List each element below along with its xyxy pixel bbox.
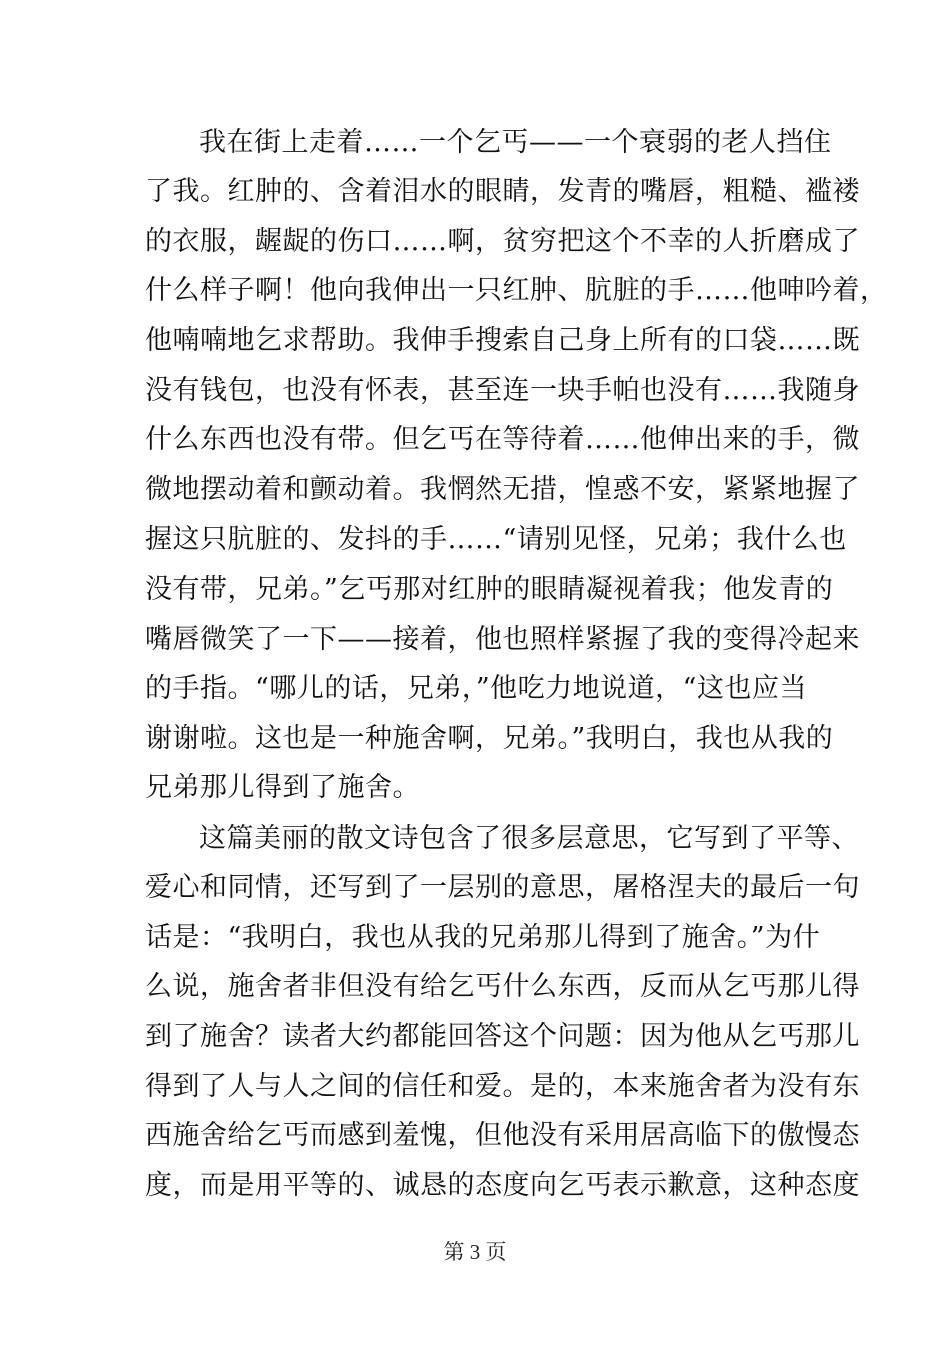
page-number: 第 3 页 bbox=[443, 1240, 507, 1264]
paragraph-1-line: 没有钱包，也没有怀表，甚至连一块手帕也没有……我随身 bbox=[145, 375, 860, 406]
paragraph-1-line: 没有带，兄弟。”乞丐那对红肿的眼睛凝视着我；他发青的 bbox=[145, 574, 834, 605]
paragraph-1-line: 握这只肮脏的、发抖的手……“请别见怪，兄弟；我什么也 bbox=[145, 524, 847, 555]
paragraph-1-line: 我在街上走着……一个乞丐——一个衰弱的老人挡住 bbox=[199, 127, 832, 158]
paragraph-2-line: 么说，施舍者非但没有给乞丐什么东西，反而从乞丐那儿得 bbox=[145, 971, 860, 1002]
paragraph-2-line: 得到了人与人之间的信任和爱。是的，本来施舍者为没有东 bbox=[145, 1071, 860, 1102]
paragraph-2-line: 爱心和同情，还写到了一层别的意思，屠格涅夫的最后一句 bbox=[145, 872, 860, 903]
paragraph-1-line: 什么东西也没有带。但乞丐在等待着……他伸出来的手，微 bbox=[145, 424, 860, 455]
paragraph-2-line: 话是：“我明白，我也从我的兄弟那儿得到了施舍。”为什 bbox=[145, 922, 821, 953]
paragraph-1-line: 谢谢啦。这也是一种施舍啊，兄弟。”我明白，我也从我的 bbox=[145, 723, 834, 754]
paragraph-2-line: 西施舍给乞丐而感到羞愧，但他没有采用居高临下的傲慢态 bbox=[145, 1120, 860, 1151]
paragraph-1-line: 了我。红肿的、含着泪水的眼睛，发青的嘴唇，粗糙、褴褛 bbox=[145, 176, 860, 207]
paragraph-1-line: 的手指。“哪儿的话，兄弟，”他吃力地说道，“这也应当 bbox=[145, 673, 807, 704]
paragraph-2-line: 到了施舍？读者大约都能回答这个问题：因为他从乞丐那儿 bbox=[145, 1021, 860, 1052]
paragraph-2-line: 这篇美丽的散文诗包含了很多层意思，它写到了平等、 bbox=[199, 823, 859, 854]
paragraph-2-line: 度，而是用平等的、诚恳的态度向乞丐表示歉意，这种态度 bbox=[145, 1170, 860, 1201]
paragraph-1-line: 什么样子啊！他向我伸出一只红肿、肮脏的手……他呻吟着， bbox=[145, 275, 888, 306]
paragraph-1-line: 的衣服，龌龊的伤口……啊，贫穷把这个不幸的人折磨成了 bbox=[145, 226, 860, 257]
paragraph-1-line: 嘴唇微笑了一下——接着，他也照样紧握了我的变得冷起来 bbox=[145, 624, 860, 655]
paragraph-1-line: 兄弟那儿得到了施舍。 bbox=[145, 772, 420, 803]
paragraph-1-line: 微地摆动着和颤动着。我惘然无措，惶惑不安，紧紧地握了 bbox=[145, 474, 860, 505]
paragraph-1-line: 他喃喃地乞求帮助。我伸手搜索自己身上所有的口袋……既 bbox=[145, 325, 860, 356]
